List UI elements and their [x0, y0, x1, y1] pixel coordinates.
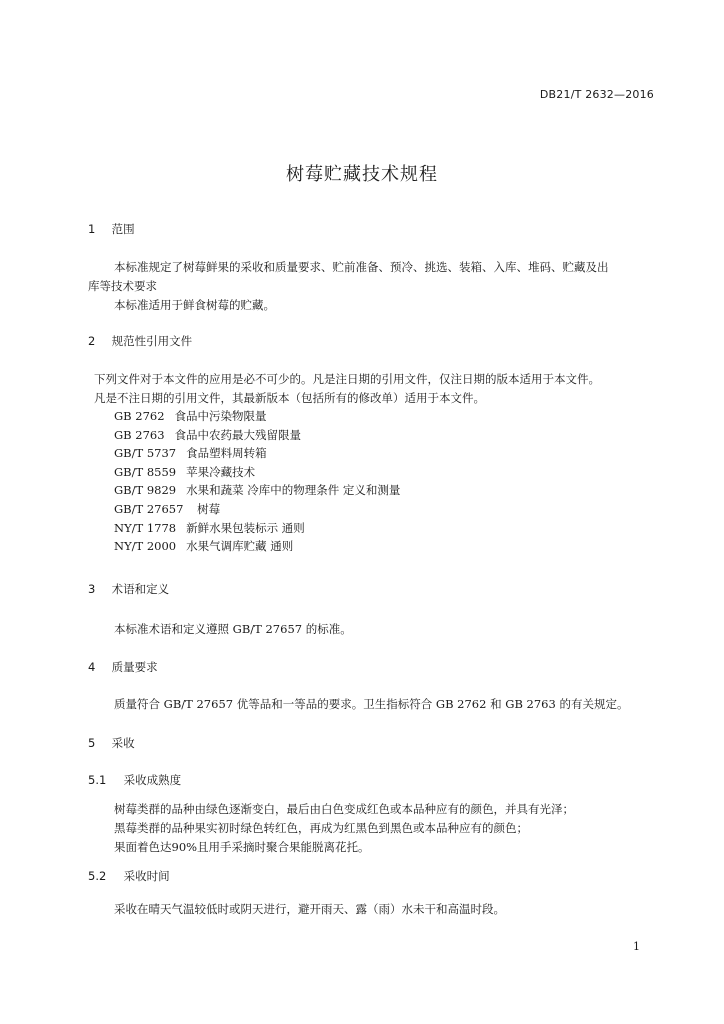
section-number: 1: [88, 222, 96, 236]
reference-item: [114, 519, 400, 538]
reference-title: 食品塑料周转箱: [186, 446, 267, 461]
paragraph-line: 库等技术要求: [88, 279, 157, 293]
reference-item: [114, 500, 400, 519]
reference-title: 新鲜水果包装标示 通则: [186, 520, 305, 535]
standard-code: DB21/T 2632—2016: [539, 88, 654, 101]
section-5-2-body: [88, 900, 656, 919]
section-5-1-heading: [88, 772, 181, 788]
section-2-body: [94, 370, 662, 408]
reference-code: NY/T 2000: [114, 539, 177, 554]
section-number: 5: [88, 736, 96, 750]
section-number: 5.2: [88, 869, 107, 883]
section-title: 术语和定义: [111, 582, 170, 596]
reference-code: GB 2762: [114, 409, 165, 423]
section-number: 2: [88, 334, 96, 348]
section-number: 4: [88, 660, 96, 674]
reference-code: GB/T 5737: [114, 446, 177, 461]
reference-item: [114, 463, 400, 482]
reference-item: [114, 444, 400, 463]
section-5-heading: [88, 735, 135, 751]
reference-title: 水果和蔬菜 冷库中的物理条件 定义和测量: [186, 483, 401, 498]
reference-code: NY/T 1778: [114, 520, 177, 535]
section-title: 采收: [111, 736, 135, 750]
paragraph-line: 凡是不注日期的引用文件，其最新版本（包括所有的修改单）适用于本文件。: [94, 391, 485, 405]
section-3-body: [88, 620, 656, 639]
reference-item: [114, 407, 400, 426]
reference-code: GB/T 9829: [114, 483, 177, 498]
section-title: 采收时间: [123, 869, 170, 883]
section-title: 质量要求: [111, 660, 158, 674]
reference-code: GB/T 8559: [114, 464, 177, 479]
section-number: 5.1: [88, 773, 107, 787]
paragraph-line: 本标准术语和定义遵照 GB/T 27657 的标准。: [114, 622, 352, 636]
paragraph-line: 黑莓类群的品种果实初时绿色转红色，再成为红黑色到黑色或本品种应有的颜色；: [114, 821, 528, 835]
normative-reference-list: [114, 407, 400, 556]
paragraph-line: 本标准规定了树莓鲜果的采收和质量要求、贮前准备、预冷、挑选、装箱、入库、堆码、贮藏及出: [114, 260, 609, 274]
reference-code: GB/T 27657: [114, 501, 184, 516]
section-number: 3: [88, 582, 96, 596]
reference-title: 食品中农药最大残留限量: [174, 427, 302, 442]
reference-title: 食品中污染物限量: [174, 409, 267, 423]
section-3-heading: [88, 581, 169, 597]
document-title: 树莓贮藏技术规程: [286, 164, 438, 185]
section-5-2-heading: [88, 868, 170, 884]
reference-title: 水果气调库贮藏 通则: [186, 539, 294, 554]
paragraph-line: 本标准适用于鲜食树莓的贮藏。: [114, 298, 275, 312]
paragraph-line: 果面着色达90%且用手采摘时聚合果能脱离花托。: [114, 840, 370, 854]
reference-code: GB 2763: [114, 427, 165, 442]
reference-item: [114, 537, 400, 556]
section-title: 规范性引用文件: [111, 334, 193, 348]
section-2-heading: [88, 333, 192, 349]
reference-title: 树莓: [193, 501, 221, 516]
section-title: 采收成熟度: [123, 773, 182, 787]
reference-item: [114, 426, 400, 445]
reference-item: [114, 481, 400, 500]
section-5-1-body: [88, 800, 656, 857]
section-1-heading: [88, 221, 135, 237]
section-title: 范围: [111, 222, 135, 236]
section-4-body: [88, 695, 656, 714]
section-1-body: [88, 258, 656, 315]
section-4-heading: [88, 659, 158, 675]
paragraph-line: 树莓类群的品种由绿色逐渐变白，最后由白色变成红色或本品种应有的颜色，并具有光泽；: [114, 802, 574, 816]
page-number: 1: [633, 940, 640, 953]
paragraph-line: 下列文件对于本文件的应用是必不可少的。凡是注日期的引用文件，仅注日期的版本适用于本文件。: [94, 372, 600, 386]
paragraph-line: 质量符合 GB/T 27657 优等品和一等品的要求。卫生指标符合 GB 2762 和 GB 2763 的有关规定。: [114, 697, 629, 711]
paragraph-line: 采收在晴天气温较低时或阴天进行，避开雨天、露（雨）水未干和高温时段。: [114, 902, 505, 916]
reference-title: 苹果冷藏技术: [186, 464, 256, 479]
